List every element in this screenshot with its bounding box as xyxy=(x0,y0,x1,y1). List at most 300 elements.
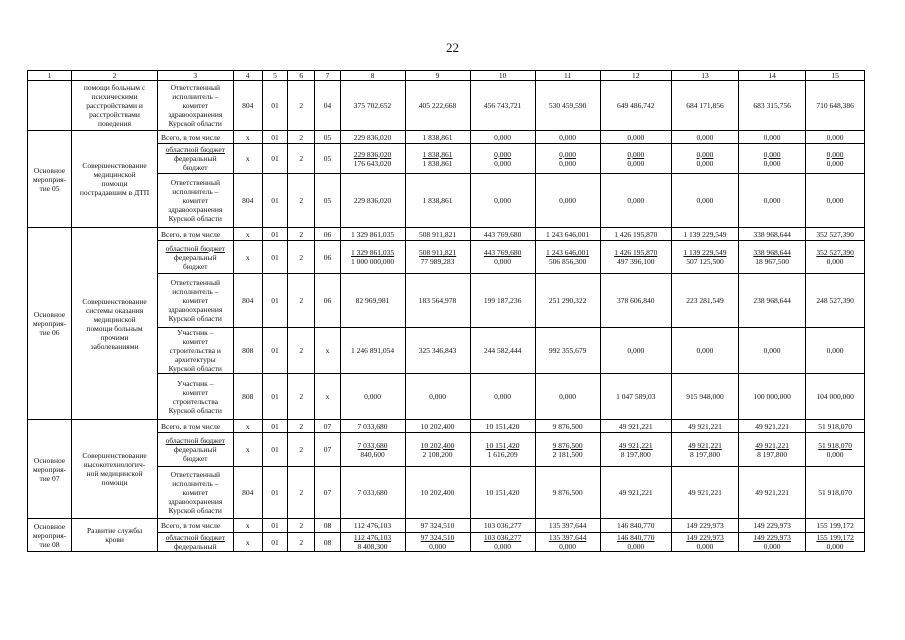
value-cell xyxy=(535,174,600,228)
value-cell xyxy=(806,131,865,144)
column-header xyxy=(340,71,405,81)
value-cell xyxy=(600,433,671,467)
row-label xyxy=(158,241,234,274)
cell-value: 0,000 xyxy=(627,346,645,355)
cell-value: x xyxy=(245,229,250,239)
cell-value: 375 702,652 xyxy=(353,101,392,110)
cell-value: 06 xyxy=(323,296,332,305)
cell-value: 146 840,770 xyxy=(617,521,655,530)
cell-value: федеральный бюджет xyxy=(174,252,217,271)
code-cell xyxy=(288,374,315,420)
cell-value: 18 967,500 xyxy=(755,257,789,266)
cell-value: 07 xyxy=(323,421,332,431)
measure-number xyxy=(28,228,72,420)
code-cell xyxy=(288,467,315,519)
code-cell xyxy=(315,519,340,533)
cell-value: 199 187,236 xyxy=(483,296,522,305)
cell-value: 49 921,221 xyxy=(755,421,789,431)
cell-value: 405 222,668 xyxy=(418,101,457,110)
value-cell xyxy=(470,467,535,519)
cell-value: Основное мероприя- тие 05 xyxy=(32,165,67,193)
measure-number xyxy=(28,519,72,552)
cell-value: 443 769,680 xyxy=(483,229,522,239)
value-cell xyxy=(600,144,671,174)
value-cell xyxy=(405,81,470,131)
value-cell xyxy=(470,519,535,533)
value-cell xyxy=(806,241,865,274)
code-cell xyxy=(233,174,262,228)
cell-value: 2 xyxy=(299,132,304,142)
cell-value: 0,000 xyxy=(696,346,714,355)
cell-value: 0,000 xyxy=(559,158,577,168)
cell-value: 2 xyxy=(112,71,117,80)
value-cell xyxy=(470,328,535,374)
value-cell xyxy=(600,81,671,131)
cell-value: 1 616,209 xyxy=(487,449,518,459)
value-cell xyxy=(535,81,600,131)
cell-value: 0,000 xyxy=(559,132,577,142)
cell-value: 0,000 xyxy=(559,149,577,159)
cell-value: 01 xyxy=(271,132,279,142)
cell-value: 11 xyxy=(563,71,572,80)
budget-table xyxy=(27,70,865,552)
cell-value: 06 xyxy=(323,229,332,239)
cell-value: 2 xyxy=(299,488,304,497)
code-cell xyxy=(262,228,287,241)
code-cell xyxy=(288,328,315,374)
value-cell xyxy=(671,274,738,328)
value-cell xyxy=(806,328,865,374)
code-cell xyxy=(262,144,287,174)
cell-value: 10 202,400 xyxy=(420,421,455,431)
cell-value: 149 229,973 xyxy=(686,521,724,530)
value-cell xyxy=(405,144,470,174)
value-cell xyxy=(600,131,671,144)
cell-value: 223 281,549 xyxy=(686,296,724,305)
value-cell xyxy=(600,374,671,420)
value-cell xyxy=(470,533,535,552)
cell-value: 01 xyxy=(271,445,279,454)
cell-value: 2 xyxy=(299,196,304,205)
cell-value: 0,000 xyxy=(696,158,714,168)
code-cell xyxy=(288,420,315,433)
value-cell xyxy=(535,131,600,144)
column-header xyxy=(405,71,470,81)
value-cell xyxy=(600,420,671,433)
code-cell xyxy=(262,467,287,519)
value-cell xyxy=(739,420,806,433)
cell-value: 0,000 xyxy=(696,132,714,142)
cell-value: 0,000 xyxy=(826,149,844,159)
cell-value: 1 139 229,549 xyxy=(683,229,727,239)
cell-value: 82 969,981 xyxy=(355,296,390,305)
cell-value: 2 xyxy=(299,296,304,305)
cell-value: 1 000 000,000 xyxy=(350,257,395,266)
cell-value: 1 838,861 xyxy=(422,196,453,205)
cell-value: x xyxy=(325,346,330,355)
value-cell xyxy=(671,241,738,274)
value-cell xyxy=(739,228,806,241)
cell-value: 0,000 xyxy=(763,132,781,142)
cell-value: 0,000 xyxy=(494,542,511,551)
cell-value: Всего, в том числе xyxy=(161,421,221,431)
cell-value: 183 564,978 xyxy=(418,296,457,305)
code-cell xyxy=(315,228,340,241)
cell-value: Совершенствование медицинской помощи пострадавшим в ДТП xyxy=(79,161,150,197)
value-cell xyxy=(671,433,738,467)
cell-value: 01 xyxy=(271,521,279,530)
cell-value: 508 911,821 xyxy=(418,229,457,239)
value-cell xyxy=(535,467,600,519)
column-header xyxy=(806,71,865,81)
measure-title xyxy=(72,131,158,228)
cell-value: 2 xyxy=(299,346,304,355)
cell-value: 01 xyxy=(271,537,279,547)
cell-value: 10 151,420 xyxy=(485,421,520,431)
code-cell xyxy=(288,274,315,328)
value-cell xyxy=(470,274,535,328)
value-cell xyxy=(535,328,600,374)
cell-value: 7 033,680 xyxy=(357,440,388,450)
cell-value: 7 033,680 xyxy=(357,488,388,497)
code-cell xyxy=(315,274,340,328)
cell-value: федеральный бюджет xyxy=(174,154,217,172)
cell-value: 0,000 xyxy=(494,257,511,266)
value-cell xyxy=(671,174,738,228)
cell-value: 135 397,644 xyxy=(548,521,587,530)
cell-value: 01 xyxy=(271,421,279,431)
row-label xyxy=(158,374,234,420)
cell-value: 112 476,103 xyxy=(353,521,392,530)
row-label xyxy=(158,228,234,241)
value-cell xyxy=(470,374,535,420)
value-cell xyxy=(340,241,405,274)
value-cell xyxy=(470,131,535,144)
cell-value: 684 171,856 xyxy=(686,101,724,110)
cell-value: 103 036,277 xyxy=(483,533,522,542)
cell-value: 0,000 xyxy=(826,132,844,142)
cell-value: 352 527,390 xyxy=(816,248,854,257)
cell-value: 508 911,821 xyxy=(418,248,457,257)
cell-value: 2 xyxy=(299,101,304,110)
code-cell xyxy=(315,241,340,274)
cell-value: Ответственный исполнитель – комитет здравоохранения Курской области xyxy=(168,278,223,323)
value-cell xyxy=(535,433,600,467)
cell-value: Развитие службы крови xyxy=(86,526,143,544)
value-cell xyxy=(405,131,470,144)
code-cell xyxy=(262,174,287,228)
cell-value: 0,000 xyxy=(494,132,511,142)
measure-title xyxy=(72,81,158,131)
cell-value: 1 838,861 xyxy=(422,132,453,142)
cell-value: 0,000 xyxy=(696,196,714,205)
cell-value: 2 xyxy=(299,392,304,401)
cell-value: 0,000 xyxy=(826,449,844,459)
cell-value: 2 xyxy=(299,154,304,163)
cell-value: 7 xyxy=(325,71,330,80)
cell-value: Ответственный исполнитель – комитет здравоохранения Курской области xyxy=(168,83,223,128)
cell-value: 49 921,221 xyxy=(618,421,653,431)
cell-value: 229 836,020 xyxy=(353,132,392,142)
cell-value: 2 xyxy=(299,229,304,239)
cell-value: 2 108,200 xyxy=(422,449,453,459)
cell-value: 0,000 xyxy=(826,346,844,355)
value-cell xyxy=(340,144,405,174)
row-label xyxy=(158,328,234,374)
cell-value: 1 246 891,054 xyxy=(350,346,395,355)
measure-number xyxy=(28,131,72,228)
value-cell xyxy=(600,274,671,328)
cell-value: 149 229,973 xyxy=(753,533,791,542)
cell-value: 14 xyxy=(768,71,776,80)
value-cell xyxy=(405,328,470,374)
code-cell xyxy=(315,467,340,519)
code-cell xyxy=(233,144,262,174)
cell-value: 2 xyxy=(299,521,304,530)
value-cell xyxy=(671,81,738,131)
cell-value: 0,000 xyxy=(763,196,781,205)
cell-value: 0,000 xyxy=(429,392,446,401)
value-cell xyxy=(340,228,405,241)
code-cell xyxy=(315,328,340,374)
value-cell xyxy=(671,420,738,433)
value-cell xyxy=(535,519,600,533)
cell-value: 49 921,221 xyxy=(618,440,653,450)
code-cell xyxy=(262,519,287,533)
cell-value: x xyxy=(325,392,330,401)
value-cell xyxy=(340,274,405,328)
value-cell xyxy=(600,228,671,241)
cell-value: Всего, в том числе xyxy=(161,229,221,239)
cell-value: 10 151,420 xyxy=(485,440,520,450)
cell-value: 244 582,444 xyxy=(483,346,522,355)
cell-value: 248 527,390 xyxy=(816,296,854,305)
cell-value: 0,000 xyxy=(763,149,781,159)
value-cell xyxy=(535,241,600,274)
cell-value: 0,000 xyxy=(494,149,511,159)
column-header xyxy=(739,71,806,81)
cell-value: 01 xyxy=(271,196,279,205)
cell-value: 8 197,800 xyxy=(689,449,720,459)
value-cell xyxy=(535,228,600,241)
cell-value: 0,000 xyxy=(826,196,844,205)
row-label xyxy=(158,519,234,533)
cell-value: 77 989,283 xyxy=(420,257,455,266)
cell-value: 0,000 xyxy=(559,392,577,401)
cell-value: 51 918,070 xyxy=(818,440,852,450)
cell-value: x xyxy=(245,132,250,142)
value-cell xyxy=(806,144,865,174)
cell-value: 10 151,420 xyxy=(485,488,520,497)
value-cell xyxy=(739,144,806,174)
cell-value: 10 202,400 xyxy=(420,440,455,450)
cell-value: 1 838,861 xyxy=(422,158,453,168)
cell-value: 135 397,644 xyxy=(548,533,587,542)
code-cell xyxy=(288,433,315,467)
cell-value: 01 xyxy=(271,229,279,239)
cell-value: 443 769,680 xyxy=(483,248,522,257)
value-cell xyxy=(600,519,671,533)
cell-value: 5 xyxy=(273,71,277,80)
value-cell xyxy=(739,533,806,552)
value-cell xyxy=(671,533,738,552)
value-cell xyxy=(405,433,470,467)
code-cell xyxy=(233,274,262,328)
code-cell xyxy=(233,81,262,131)
cell-value: 0,000 xyxy=(494,392,511,401)
code-cell xyxy=(233,131,262,144)
cell-value: 251 290,322 xyxy=(548,296,587,305)
cell-value: областной бюджет xyxy=(165,243,225,253)
cell-value: 992 355,679 xyxy=(548,346,587,355)
code-cell xyxy=(315,131,340,144)
cell-value: 1 329 861,035 xyxy=(350,248,395,257)
cell-value: 04 xyxy=(323,101,332,110)
value-cell xyxy=(739,131,806,144)
cell-value: 49 921,221 xyxy=(688,421,722,431)
value-cell xyxy=(470,241,535,274)
cell-value: 0,000 xyxy=(559,542,577,551)
measure-cell xyxy=(28,81,72,131)
code-cell xyxy=(315,433,340,467)
code-cell xyxy=(262,420,287,433)
code-cell xyxy=(288,174,315,228)
column-header xyxy=(72,71,158,81)
cell-value: Основное мероприя- тие 08 xyxy=(32,521,67,549)
value-cell xyxy=(671,467,738,519)
cell-value: 456 743,721 xyxy=(483,101,522,110)
cell-value: 0,000 xyxy=(696,542,714,551)
cell-value: 01 xyxy=(271,296,279,305)
cell-value: Совершенствование системы оказания медицинской помощи больным прочими заболеваниями xyxy=(82,296,147,351)
row-label xyxy=(158,81,234,131)
cell-value: 155 199,172 xyxy=(816,533,854,542)
table-row xyxy=(28,228,865,241)
cell-value: 683 315,756 xyxy=(753,101,791,110)
cell-value: 15 xyxy=(831,71,839,80)
code-cell xyxy=(288,519,315,533)
value-cell xyxy=(405,241,470,274)
cell-value: федеральный xyxy=(174,542,217,551)
column-header xyxy=(535,71,600,81)
value-cell xyxy=(739,328,806,374)
cell-value: 49 921,221 xyxy=(688,440,722,450)
cell-value: 155 199,172 xyxy=(816,521,854,530)
value-cell xyxy=(405,519,470,533)
cell-value: 49 921,221 xyxy=(755,440,789,450)
code-cell xyxy=(315,420,340,433)
cell-value: 01 xyxy=(271,488,279,497)
value-cell xyxy=(739,174,806,228)
value-cell xyxy=(671,328,738,374)
code-cell xyxy=(315,144,340,174)
cell-value: 05 xyxy=(323,132,332,142)
value-cell xyxy=(806,81,865,131)
cell-value: 0,000 xyxy=(364,392,381,401)
row-label xyxy=(158,274,234,328)
cell-value: 49 921,221 xyxy=(688,488,722,497)
column-header xyxy=(600,71,671,81)
value-cell xyxy=(739,519,806,533)
value-cell xyxy=(340,420,405,433)
value-cell xyxy=(405,274,470,328)
value-cell xyxy=(739,433,806,467)
cell-value: 51 918,070 xyxy=(818,421,852,431)
value-cell xyxy=(340,131,405,144)
value-cell xyxy=(340,467,405,519)
code-cell xyxy=(262,433,287,467)
cell-value: 3 xyxy=(193,71,198,80)
cell-value: областной бюджет xyxy=(165,533,225,542)
cell-value: 103 036,277 xyxy=(483,521,522,530)
code-cell xyxy=(233,519,262,533)
cell-value: 08 xyxy=(323,537,332,547)
value-cell xyxy=(806,420,865,433)
value-cell xyxy=(405,374,470,420)
cell-value: x xyxy=(245,252,250,262)
code-cell xyxy=(315,374,340,420)
value-cell xyxy=(600,328,671,374)
code-cell xyxy=(262,274,287,328)
cell-value: 0,000 xyxy=(763,158,781,168)
code-cell xyxy=(288,144,315,174)
measure-title xyxy=(72,420,158,519)
cell-value: 352 527,390 xyxy=(816,229,854,239)
column-header xyxy=(315,71,340,81)
cell-value: 176 643,020 xyxy=(353,158,392,168)
cell-value: 915 948,000 xyxy=(686,392,724,401)
cell-value: 840,600 xyxy=(360,449,385,459)
cell-value: 12 xyxy=(632,71,640,80)
cell-value: 07 xyxy=(323,488,332,497)
row-label xyxy=(158,144,234,174)
value-cell xyxy=(671,374,738,420)
cell-value: Участник – комитет строительства и архитектуры Курской области xyxy=(168,328,222,373)
cell-value: 149 229,973 xyxy=(753,521,791,530)
cell-value: 2 181,500 xyxy=(552,449,583,459)
cell-value: 229 836,020 xyxy=(353,149,392,159)
cell-value: 01 xyxy=(271,154,279,163)
value-cell xyxy=(535,274,600,328)
table-row xyxy=(28,519,865,533)
cell-value: 9 876,500 xyxy=(552,488,583,497)
cell-value: 51 918,070 xyxy=(818,488,852,497)
cell-value: 8 197,800 xyxy=(757,449,788,459)
cell-value: x xyxy=(245,445,250,454)
cell-value: 146 840,770 xyxy=(617,533,655,542)
code-cell xyxy=(233,241,262,274)
column-header xyxy=(233,71,262,81)
value-cell xyxy=(671,131,738,144)
cell-value: 0,000 xyxy=(429,542,446,551)
cell-value: Всего, в том числе xyxy=(161,132,221,142)
value-cell xyxy=(600,174,671,228)
cell-value: 05 xyxy=(323,154,332,163)
cell-value: 0,000 xyxy=(627,196,645,205)
cell-value: 0,000 xyxy=(494,196,511,205)
code-cell xyxy=(315,81,340,131)
value-cell xyxy=(340,533,405,552)
cell-value: 9 xyxy=(435,71,440,80)
cell-value: 0,000 xyxy=(559,196,577,205)
code-cell xyxy=(233,467,262,519)
value-cell xyxy=(405,228,470,241)
cell-value: 2 xyxy=(299,537,304,547)
cell-value: 0,000 xyxy=(696,149,714,159)
code-cell xyxy=(233,228,262,241)
cell-value: 0,000 xyxy=(826,542,844,551)
table-row xyxy=(28,420,865,433)
